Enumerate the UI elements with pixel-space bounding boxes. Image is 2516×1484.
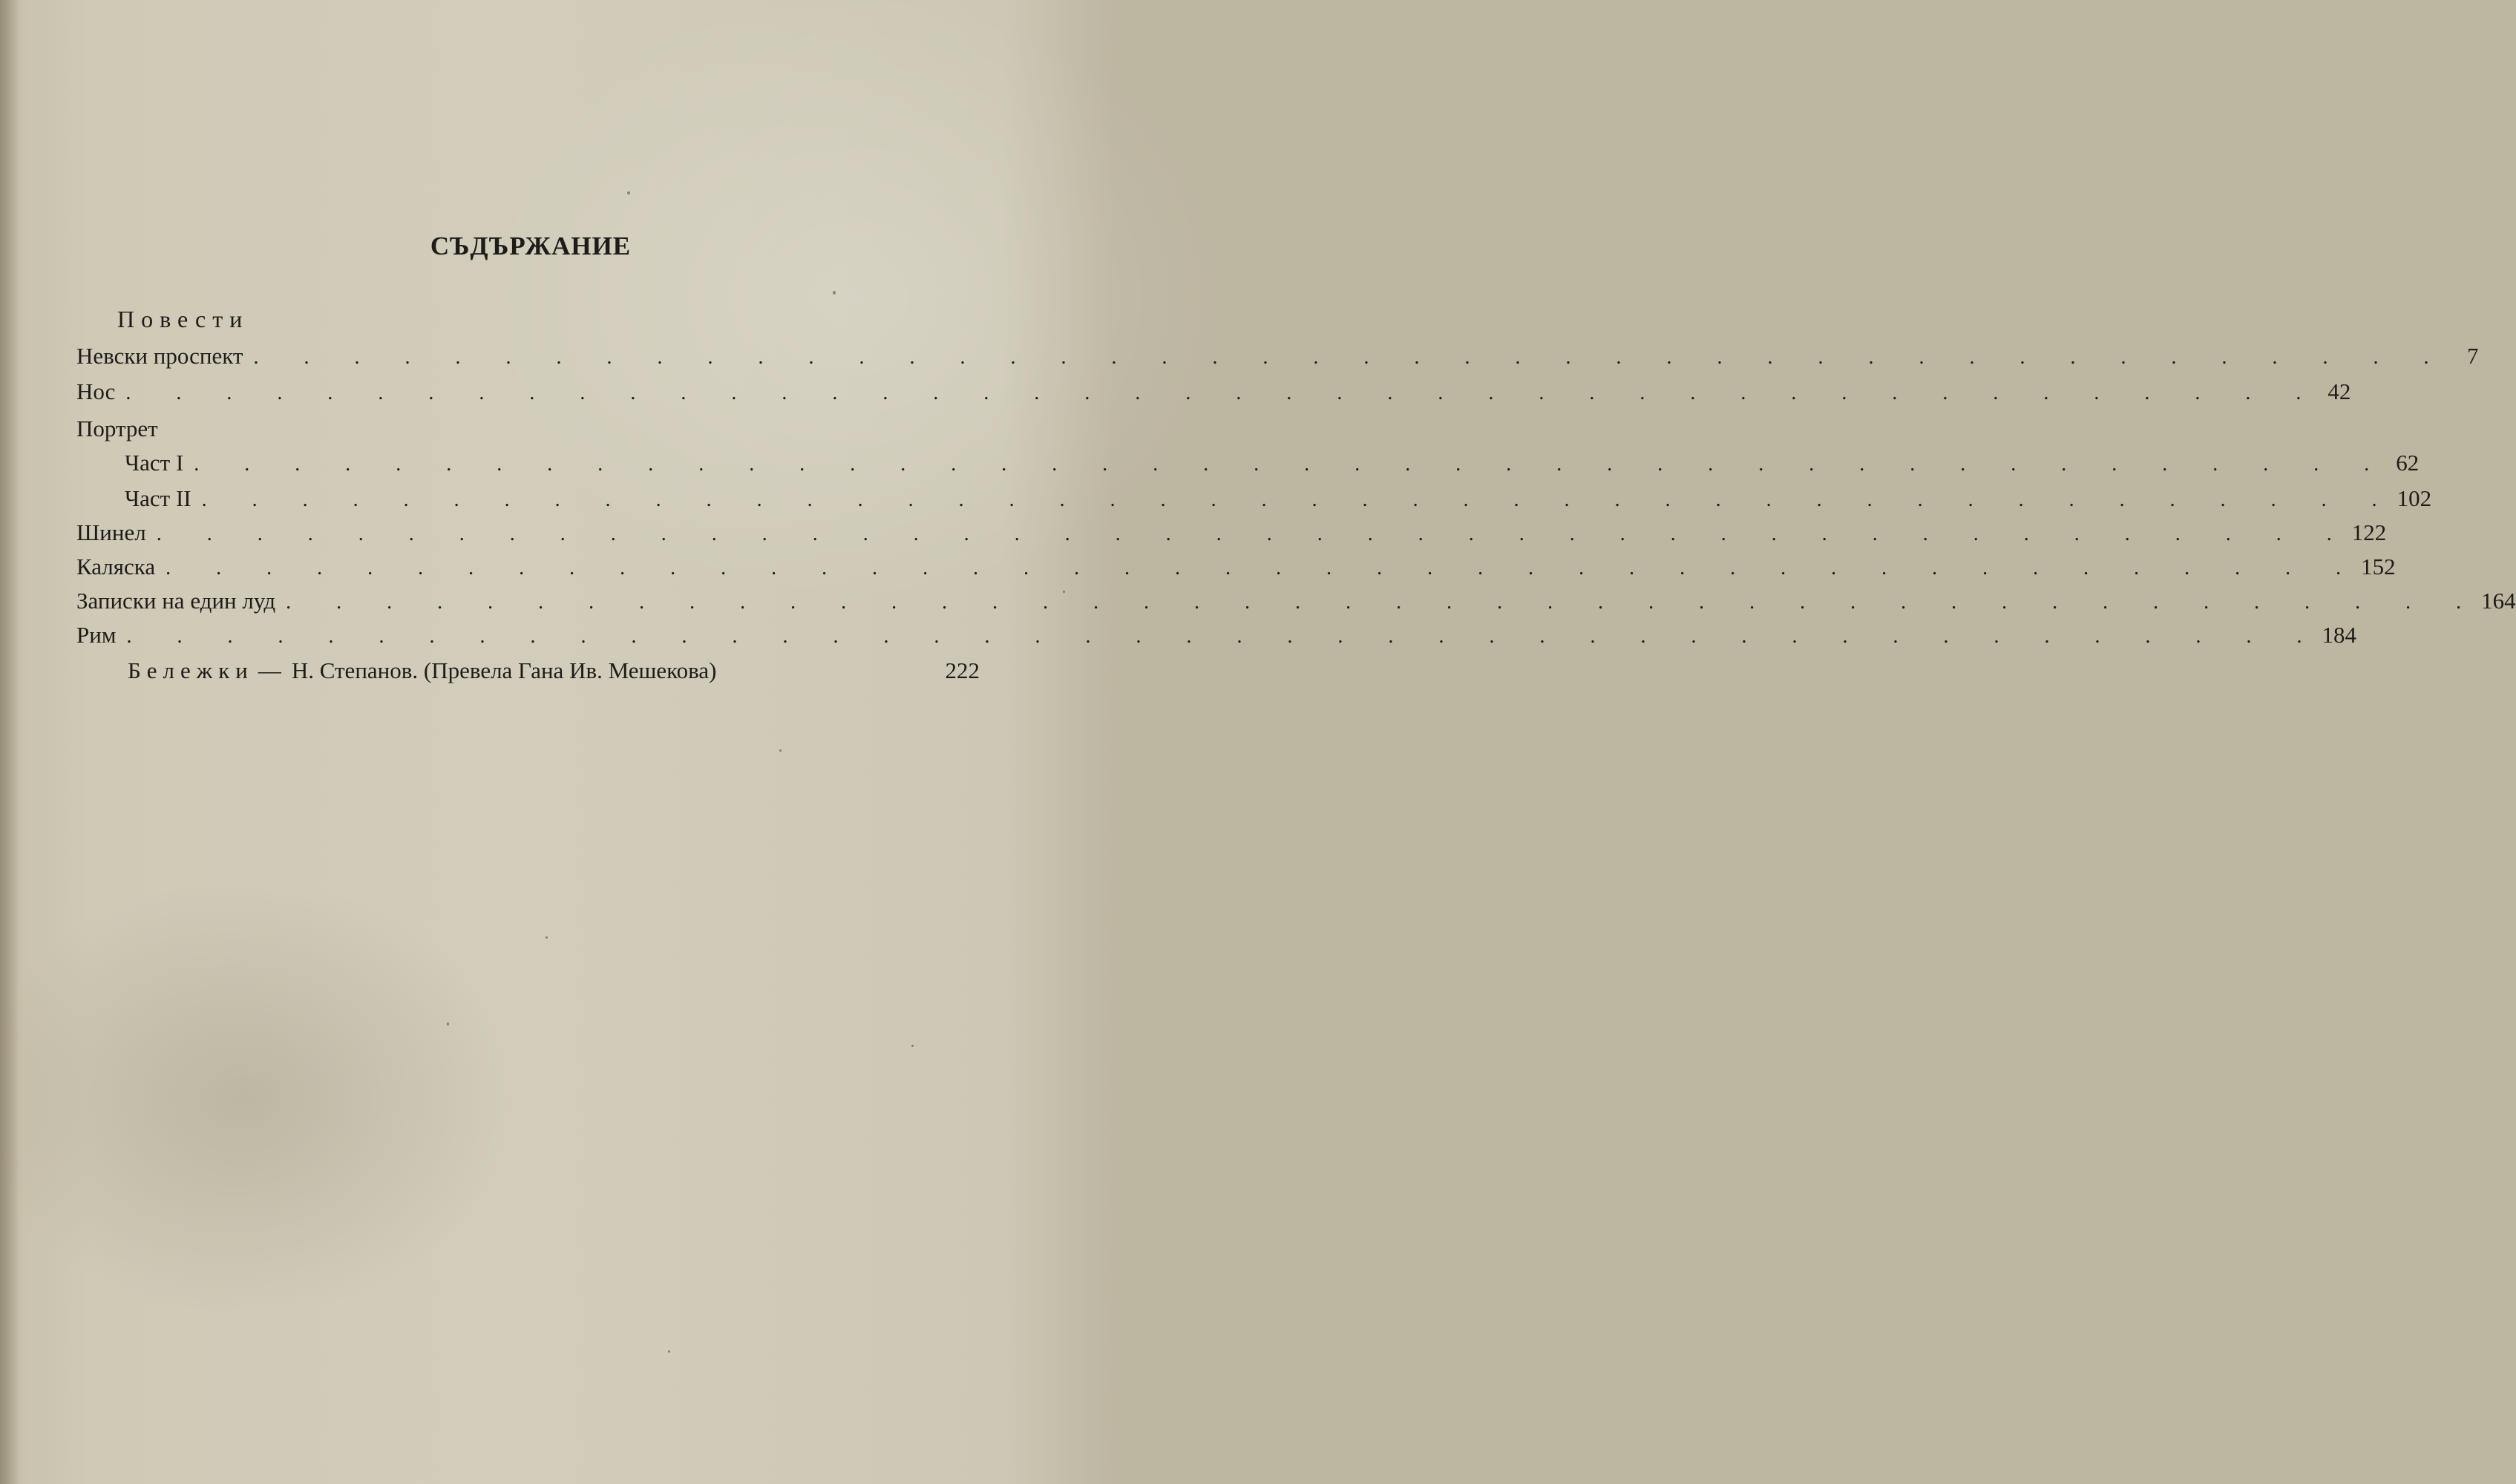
dot-leader: . . . . . . . . . . . . . . . . . . . . . . . . . . . . . . . . . . . . . . . . . . . .: [166, 556, 2362, 580]
paper-speck: [546, 936, 548, 939]
page-title: СЪДЪРЖАНИЕ: [430, 232, 632, 260]
entry-page: 7: [2466, 343, 2479, 369]
paper-speck: [627, 191, 630, 194]
entry-title: Част II: [125, 485, 191, 511]
entry-page: 152: [2361, 554, 2396, 580]
entry-title: Портрет: [76, 416, 158, 441]
toc-entry: [76, 622, 2356, 654]
notes-label: Бележки: [128, 657, 254, 683]
entry-page: 184: [2322, 622, 2356, 648]
notes-dash: —: [258, 657, 281, 683]
entry-page: 42: [2327, 378, 2351, 404]
toc-entry: [76, 378, 2351, 411]
dot-leader: . . . . . . . . . . . . . . . . . . . . . . . . . . . . . . . . . . . . . . . . . . . .: [253, 346, 2449, 369]
paper-speck: [833, 291, 836, 295]
section-title: Повести: [117, 306, 249, 332]
dot-leader: . . . . . . . . . . . . . . . . . . . . . . . . . . . . . . . . . . . . . . . . . . . .: [156, 522, 2352, 545]
dot-leader: . . . . . . . . . . . . . . . . . . . . . . . . . . . . . . . . . . . . . . . . . . . .: [125, 381, 2322, 404]
notes-text: [128, 657, 716, 684]
page-edge: [0, 0, 19, 1484]
notes-page: 222: [945, 657, 980, 683]
paper-speck: [1063, 591, 1065, 593]
entry-title: Невски проспект: [76, 343, 243, 369]
entry-page: 122: [2351, 519, 2387, 545]
entry-page: 164: [2481, 588, 2516, 614]
entry-title: Рим: [76, 622, 117, 648]
entry-title: Каляска: [76, 554, 156, 580]
dot-leader: . . . . . . . . . . . . . . . . . . . . . . . . . . . . . . . . . . . . . . . . . . . .: [201, 488, 2397, 511]
notes-author: Н. Степанов. (Превела Гана Ив. Мешекова): [291, 657, 717, 683]
toc-entry: [76, 588, 2516, 620]
entry-title: Записки на един луд: [76, 588, 276, 614]
entry-title: Част I: [125, 450, 184, 476]
entry-title: Нос: [76, 378, 116, 404]
paper-speck: [911, 1045, 914, 1047]
dot-leader: . . . . . . . . . . . . . . . . . . . . . . . . . . . . . . . . . . . . . . . . . . . .: [194, 453, 2390, 476]
toc-entry: [76, 554, 2396, 586]
paper-speck: [447, 1022, 449, 1025]
notes-entry: [128, 657, 980, 684]
entry-title: Шинел: [76, 519, 146, 545]
toc-entry: [125, 485, 2432, 518]
paper-speck: [668, 1350, 670, 1353]
dot-leader: . . . . . . . . . . . . . . . . . . . . . . . . . . . . . . . . . . . . . . . . . . . .: [126, 625, 2322, 648]
paper-speck: [779, 749, 782, 752]
entry-page: 102: [2397, 485, 2432, 511]
toc-entry: [76, 343, 2479, 375]
entry-page: 62: [2396, 450, 2420, 476]
toc-entry: [125, 450, 2420, 482]
dot-leader: . . . . . . . . . . . . . . . . . . . . . . . . . . . . . . . . . . . . . . . . . . . .: [286, 591, 2482, 614]
toc-entry: [76, 519, 2387, 552]
